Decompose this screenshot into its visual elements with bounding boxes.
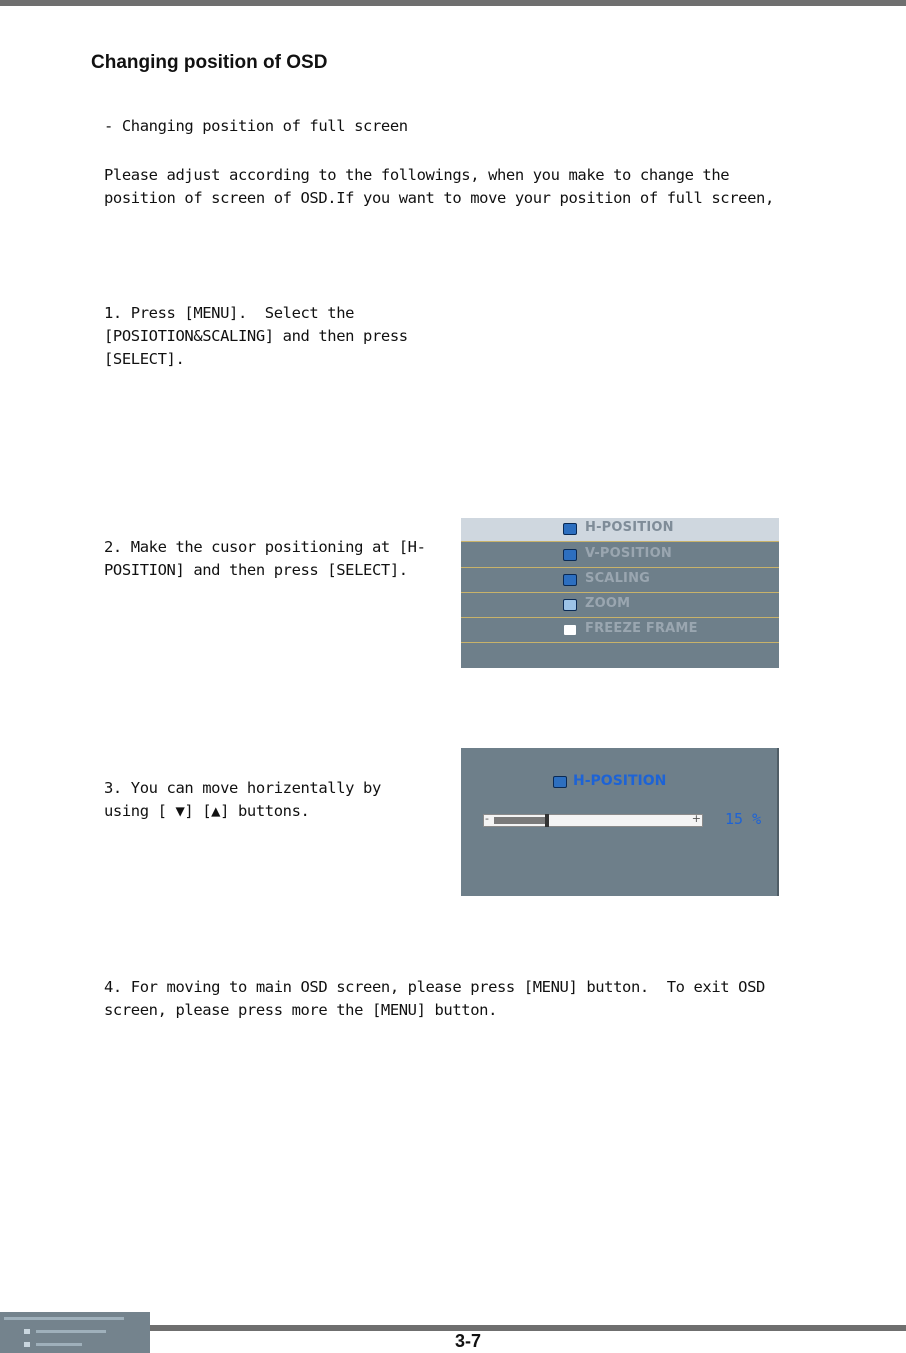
page-heading: Changing position of OSD — [91, 52, 328, 73]
osd-menu-item-freeze-frame[interactable] — [461, 619, 779, 643]
thumbnail-bullet-icon — [24, 1329, 30, 1334]
v-position-icon — [563, 549, 577, 561]
slider-thumb[interactable] — [545, 814, 549, 827]
h-position-slider[interactable] — [483, 814, 703, 827]
scaling-icon — [563, 574, 577, 586]
freeze-frame-icon — [563, 624, 577, 636]
h-position-icon — [563, 523, 577, 535]
step-1: 1. Press [MENU]. Select the [POSIOTION&SCALING] and then press [SELECT]. — [104, 304, 408, 368]
osd-menu-item-label: SCALING — [585, 571, 651, 586]
osd-menu-item-label: H-POSITION — [585, 520, 674, 535]
osd-menu-item-scaling[interactable] — [461, 569, 779, 593]
footer-thumbnail — [0, 1312, 150, 1353]
intro-paragraph: Please adjust according to the followings, when you make to change the position of screen of OSD.If you want to move your position of full screen, — [104, 166, 774, 207]
zoom-icon — [563, 599, 577, 611]
minus-icon: - — [485, 812, 489, 825]
osd-menu-item-label: ZOOM — [585, 596, 631, 611]
plus-icon: + — [691, 812, 701, 825]
thumbnail-line — [36, 1343, 82, 1346]
osd-menu-item-v-position[interactable] — [461, 544, 779, 568]
osd-h-position-dialog — [461, 748, 779, 896]
step-2: 2. Make the cusor positioning at [H- POSITION] and then press [SELECT]. — [104, 538, 426, 579]
osd-menu-item-label: V-POSITION — [585, 546, 672, 561]
slider-value: 15 % — [725, 810, 762, 828]
osd-menu-item-zoom[interactable] — [461, 594, 779, 618]
step-4: 4. For moving to main OSD screen, please press [MENU] button. To exit OSD screen, please press more the [MENU] button. — [104, 978, 765, 1019]
osd-menu-item-h-position[interactable] — [461, 518, 779, 542]
thumbnail-line — [4, 1317, 124, 1320]
step-3: 3. You can move horizentally by using [ ▼] [▲] buttons. — [104, 779, 381, 820]
osd-position-menu — [461, 518, 779, 668]
dialog-title: H-POSITION — [573, 773, 667, 789]
slider-fill — [494, 817, 545, 824]
top-rule — [0, 0, 906, 6]
subheading: - Changing position of full screen — [104, 117, 408, 135]
thumbnail-bullet-icon — [24, 1342, 30, 1347]
h-position-icon — [553, 776, 567, 788]
osd-menu-item-label: FREEZE FRAME — [585, 621, 698, 636]
page-number: 3-7 — [455, 1331, 482, 1351]
thumbnail-line — [36, 1330, 106, 1333]
